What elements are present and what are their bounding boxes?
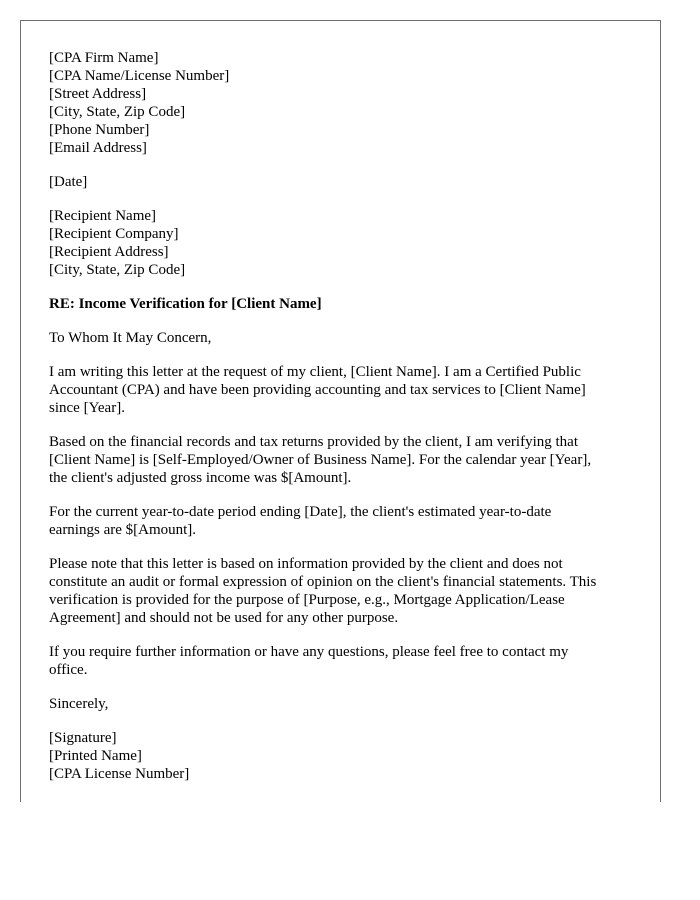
closing: Sincerely, bbox=[49, 696, 109, 712]
paragraph-line: constitute an audit or formal expression of opinion on the client's financial statements. This bbox=[49, 574, 597, 590]
recipient-company: [Recipient Company] bbox=[49, 226, 179, 242]
paragraph-line: the client's adjusted gross income was $[Amount]. bbox=[49, 470, 352, 486]
paragraph-line: Based on the financial records and tax returns provided by the client, I am verifying that bbox=[49, 434, 578, 450]
sender-firm-name: [CPA Firm Name] bbox=[49, 50, 159, 66]
paragraph-line: If you require further information or have any questions, please feel free to contact my bbox=[49, 644, 569, 660]
signature-block bbox=[49, 729, 641, 783]
letter-page bbox=[20, 20, 661, 802]
paragraph-line: office. bbox=[49, 662, 88, 678]
paragraph-line: since [Year]. bbox=[49, 400, 125, 416]
body-paragraph-1 bbox=[49, 363, 641, 417]
body-paragraph-4 bbox=[49, 555, 641, 627]
paragraph-line: [Client Name] is [Self-Employed/Owner of Business Name]. For the calendar year [Year], bbox=[49, 452, 592, 468]
sender-cpa-name-license: [CPA Name/License Number] bbox=[49, 68, 230, 84]
recipient-name: [Recipient Name] bbox=[49, 208, 157, 224]
subject-line: RE: Income Verification for [Client Name] bbox=[49, 296, 322, 312]
sender-city-state-zip: [City, State, Zip Code] bbox=[49, 104, 186, 120]
sender-street-address: [Street Address] bbox=[49, 86, 147, 102]
body-paragraph-5 bbox=[49, 643, 641, 679]
sender-email: [Email Address] bbox=[49, 140, 147, 156]
letter-content bbox=[49, 49, 641, 799]
date-block bbox=[49, 173, 641, 191]
body-paragraph-3 bbox=[49, 503, 641, 539]
body-paragraph-2 bbox=[49, 433, 641, 487]
sender-block bbox=[49, 49, 641, 157]
paragraph-line: Please note that this letter is based on information provided by the client and does not bbox=[49, 556, 563, 572]
paragraph-line: Agreement] and should not be used for any other purpose. bbox=[49, 610, 399, 626]
letter-date: [Date] bbox=[49, 174, 88, 190]
paragraph-line: earnings are $[Amount]. bbox=[49, 522, 197, 538]
paragraph-line: verification is provided for the purpose of [Purpose, e.g., Mortgage Application/Lease bbox=[49, 592, 565, 608]
printed-name: [Printed Name] bbox=[49, 748, 142, 764]
recipient-address: [Recipient Address] bbox=[49, 244, 169, 260]
salutation: To Whom It May Concern, bbox=[49, 330, 212, 346]
paragraph-line: I am writing this letter at the request of my client, [Client Name]. I am a Certified Public bbox=[49, 364, 581, 380]
cpa-license-number: [CPA License Number] bbox=[49, 766, 190, 782]
paragraph-line: For the current year-to-date period ending [Date], the client's estimated year-to-date bbox=[49, 504, 552, 520]
recipient-block bbox=[49, 207, 641, 279]
sender-phone: [Phone Number] bbox=[49, 122, 150, 138]
paragraph-line: Accountant (CPA) and have been providing accounting and tax services to [Client Name] bbox=[49, 382, 586, 398]
signature-placeholder: [Signature] bbox=[49, 730, 117, 746]
recipient-city-state-zip: [City, State, Zip Code] bbox=[49, 262, 186, 278]
